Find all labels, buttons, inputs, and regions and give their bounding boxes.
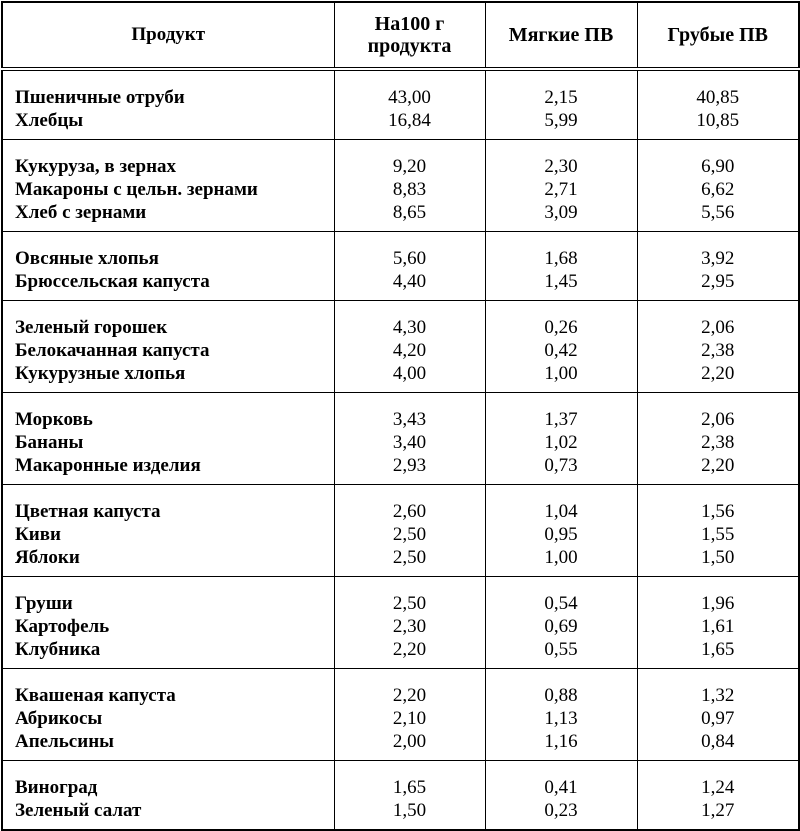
value-coarse-fiber: 10,85 xyxy=(696,110,740,131)
value-per-100g: 4,00 xyxy=(392,363,427,384)
value-per-100g-cell xyxy=(334,669,485,761)
value-soft-fiber: 0,69 xyxy=(544,616,578,637)
product-name: Макаронные изделия xyxy=(15,455,201,476)
value-coarse-fiber-cell xyxy=(637,301,799,393)
value-per-100g-cell xyxy=(334,69,485,140)
value-per-100g: 16,84 xyxy=(388,110,431,131)
product-name: Абрикосы xyxy=(15,708,103,729)
product-name: Картофель xyxy=(15,616,110,637)
product-group xyxy=(2,393,799,485)
value-coarse-fiber: 3,92 xyxy=(701,248,735,269)
product-name: Пшеничные отруби xyxy=(15,87,185,108)
table-row xyxy=(2,393,799,485)
value-coarse-fiber: 2,95 xyxy=(701,271,735,292)
value-per-100g: 3,40 xyxy=(392,432,427,453)
table-row xyxy=(2,232,799,301)
product-group xyxy=(2,69,799,140)
value-coarse-fiber: 1,56 xyxy=(701,501,735,522)
header-per-100g-line-1: На100 г xyxy=(374,13,445,35)
value-coarse-fiber: 5,56 xyxy=(701,202,735,223)
value-soft-fiber-cell xyxy=(485,669,637,761)
table-row xyxy=(2,485,799,577)
product-group xyxy=(2,301,799,393)
value-per-100g: 4,40 xyxy=(392,271,427,292)
product-name-cell xyxy=(2,140,334,232)
product-name: Зеленый салат xyxy=(15,800,142,821)
product-group xyxy=(2,140,799,232)
value-per-100g-cell xyxy=(334,232,485,301)
value-soft-fiber: 1,02 xyxy=(544,432,578,453)
value-soft-fiber-cell xyxy=(485,393,637,485)
product-name: Кукуруза, в зернах xyxy=(15,156,177,177)
product-name: Кукурузные хлопья xyxy=(15,363,186,384)
value-per-100g: 2,00 xyxy=(392,731,427,752)
value-soft-fiber: 1,00 xyxy=(544,363,578,384)
value-coarse-fiber: 0,97 xyxy=(701,708,735,729)
product-name: Белокачанная капуста xyxy=(15,340,210,361)
product-group xyxy=(2,232,799,301)
value-coarse-fiber: 1,55 xyxy=(701,524,735,545)
value-soft-fiber: 2,71 xyxy=(544,179,578,200)
product-name: Макароны с цельн. зернами xyxy=(15,179,258,200)
product-name: Киви xyxy=(15,524,61,545)
table-row xyxy=(2,301,799,393)
table-row xyxy=(2,761,799,831)
value-per-100g: 5,60 xyxy=(392,248,427,269)
value-per-100g: 9,20 xyxy=(392,156,427,177)
value-coarse-fiber-cell xyxy=(637,69,799,140)
value-soft-fiber: 2,30 xyxy=(544,156,578,177)
product-name-cell xyxy=(2,232,334,301)
value-coarse-fiber: 40,85 xyxy=(696,87,740,108)
value-per-100g: 2,10 xyxy=(392,708,427,729)
value-coarse-fiber: 0,84 xyxy=(701,731,735,752)
value-coarse-fiber: 6,90 xyxy=(701,156,735,177)
value-per-100g: 2,20 xyxy=(392,685,427,706)
product-name: Апельсины xyxy=(15,731,114,752)
product-name: Хлеб с зернами xyxy=(15,202,147,223)
value-soft-fiber: 2,15 xyxy=(544,87,578,108)
value-per-100g: 2,20 xyxy=(392,639,427,660)
value-per-100g: 2,50 xyxy=(392,547,427,568)
value-coarse-fiber-cell xyxy=(637,761,799,831)
value-per-100g-cell xyxy=(334,761,485,831)
value-per-100g-cell xyxy=(334,393,485,485)
value-coarse-fiber: 1,96 xyxy=(701,593,735,614)
product-name-cell xyxy=(2,69,334,140)
value-per-100g: 43,00 xyxy=(388,87,431,108)
value-coarse-fiber-cell xyxy=(637,485,799,577)
value-soft-fiber: 1,45 xyxy=(544,271,578,292)
table-row xyxy=(2,577,799,669)
header-per-100g-line-2: продукта xyxy=(367,35,452,57)
value-soft-fiber: 0,54 xyxy=(544,593,578,614)
value-per-100g: 2,60 xyxy=(392,501,427,522)
value-coarse-fiber-cell xyxy=(637,232,799,301)
product-name-cell xyxy=(2,669,334,761)
value-coarse-fiber: 1,24 xyxy=(701,777,735,798)
value-soft-fiber: 0,26 xyxy=(544,317,578,338)
product-name: Овсяные хлопья xyxy=(15,248,159,269)
value-coarse-fiber: 2,06 xyxy=(701,409,735,430)
value-per-100g: 8,83 xyxy=(392,179,427,200)
value-soft-fiber-cell xyxy=(485,485,637,577)
product-group xyxy=(2,669,799,761)
table-row xyxy=(2,69,799,140)
fiber-content-table xyxy=(1,1,800,831)
value-coarse-fiber-cell xyxy=(637,393,799,485)
value-soft-fiber: 1,00 xyxy=(544,547,578,568)
value-coarse-fiber: 1,27 xyxy=(701,800,735,821)
product-name: Клубника xyxy=(15,639,101,660)
product-name: Яблоки xyxy=(15,547,80,568)
product-name: Хлебцы xyxy=(15,110,84,131)
product-name: Морковь xyxy=(15,409,93,430)
header-coarse-fiber: Грубые ПВ xyxy=(637,2,799,69)
header-soft-fiber: Мягкие ПВ xyxy=(485,2,637,69)
value-soft-fiber-cell xyxy=(485,140,637,232)
value-coarse-fiber-cell xyxy=(637,577,799,669)
product-name: Груши xyxy=(15,593,73,614)
value-per-100g-cell xyxy=(334,485,485,577)
product-name-cell xyxy=(2,393,334,485)
value-soft-fiber: 1,68 xyxy=(544,248,578,269)
value-soft-fiber-cell xyxy=(485,301,637,393)
value-soft-fiber-cell xyxy=(485,577,637,669)
value-per-100g: 3,43 xyxy=(392,409,427,430)
value-soft-fiber-cell xyxy=(485,232,637,301)
value-per-100g: 1,50 xyxy=(392,800,427,821)
value-coarse-fiber: 2,38 xyxy=(701,432,735,453)
value-coarse-fiber-cell xyxy=(637,140,799,232)
product-name-cell xyxy=(2,485,334,577)
product-name: Цветная капуста xyxy=(15,501,161,522)
product-name: Бананы xyxy=(15,432,84,453)
value-per-100g-cell xyxy=(334,140,485,232)
value-soft-fiber: 1,37 xyxy=(544,409,578,430)
value-coarse-fiber: 2,20 xyxy=(701,363,735,384)
value-soft-fiber-cell xyxy=(485,761,637,831)
product-name: Брюссельская капуста xyxy=(15,271,210,292)
value-soft-fiber: 1,16 xyxy=(544,731,578,752)
product-name-cell xyxy=(2,761,334,831)
value-per-100g: 2,50 xyxy=(392,593,427,614)
value-coarse-fiber: 2,20 xyxy=(701,455,735,476)
value-soft-fiber: 1,04 xyxy=(544,501,578,522)
product-group xyxy=(2,577,799,669)
value-soft-fiber-cell xyxy=(485,69,637,140)
value-per-100g-cell xyxy=(334,301,485,393)
value-coarse-fiber: 1,32 xyxy=(701,685,735,706)
value-coarse-fiber: 1,61 xyxy=(701,616,735,637)
product-name: Зеленый горошек xyxy=(15,317,168,338)
value-coarse-fiber: 6,62 xyxy=(701,179,735,200)
value-soft-fiber: 1,13 xyxy=(544,708,578,729)
value-soft-fiber: 0,95 xyxy=(544,524,578,545)
table-row xyxy=(2,140,799,232)
value-per-100g: 4,30 xyxy=(392,317,427,338)
product-name-cell xyxy=(2,301,334,393)
value-per-100g: 2,50 xyxy=(392,524,427,545)
value-soft-fiber: 0,41 xyxy=(544,777,578,798)
product-group xyxy=(2,485,799,577)
product-name: Квашеная капуста xyxy=(15,685,176,706)
table-row xyxy=(2,669,799,761)
value-per-100g: 2,93 xyxy=(392,455,427,476)
product-group xyxy=(2,761,799,831)
value-per-100g: 8,65 xyxy=(392,202,427,223)
header-product: Продукт xyxy=(2,2,334,69)
value-soft-fiber: 0,55 xyxy=(544,639,578,660)
value-per-100g: 2,30 xyxy=(392,616,427,637)
header-per-100g xyxy=(334,2,485,69)
value-coarse-fiber: 2,06 xyxy=(701,317,735,338)
value-per-100g-cell xyxy=(334,577,485,669)
value-coarse-fiber: 2,38 xyxy=(701,340,735,361)
value-soft-fiber: 0,73 xyxy=(544,455,578,476)
product-name: Виноград xyxy=(15,777,98,798)
value-coarse-fiber-cell xyxy=(637,669,799,761)
value-soft-fiber: 3,09 xyxy=(544,202,578,223)
product-name-cell xyxy=(2,577,334,669)
value-per-100g: 4,20 xyxy=(392,340,427,361)
value-coarse-fiber: 1,65 xyxy=(701,639,735,660)
value-coarse-fiber: 1,50 xyxy=(701,547,735,568)
header-row xyxy=(2,2,799,69)
value-soft-fiber: 0,23 xyxy=(544,800,578,821)
value-soft-fiber: 0,88 xyxy=(544,685,578,706)
value-soft-fiber: 5,99 xyxy=(544,110,578,131)
value-soft-fiber: 0,42 xyxy=(544,340,578,361)
value-per-100g: 1,65 xyxy=(392,777,427,798)
